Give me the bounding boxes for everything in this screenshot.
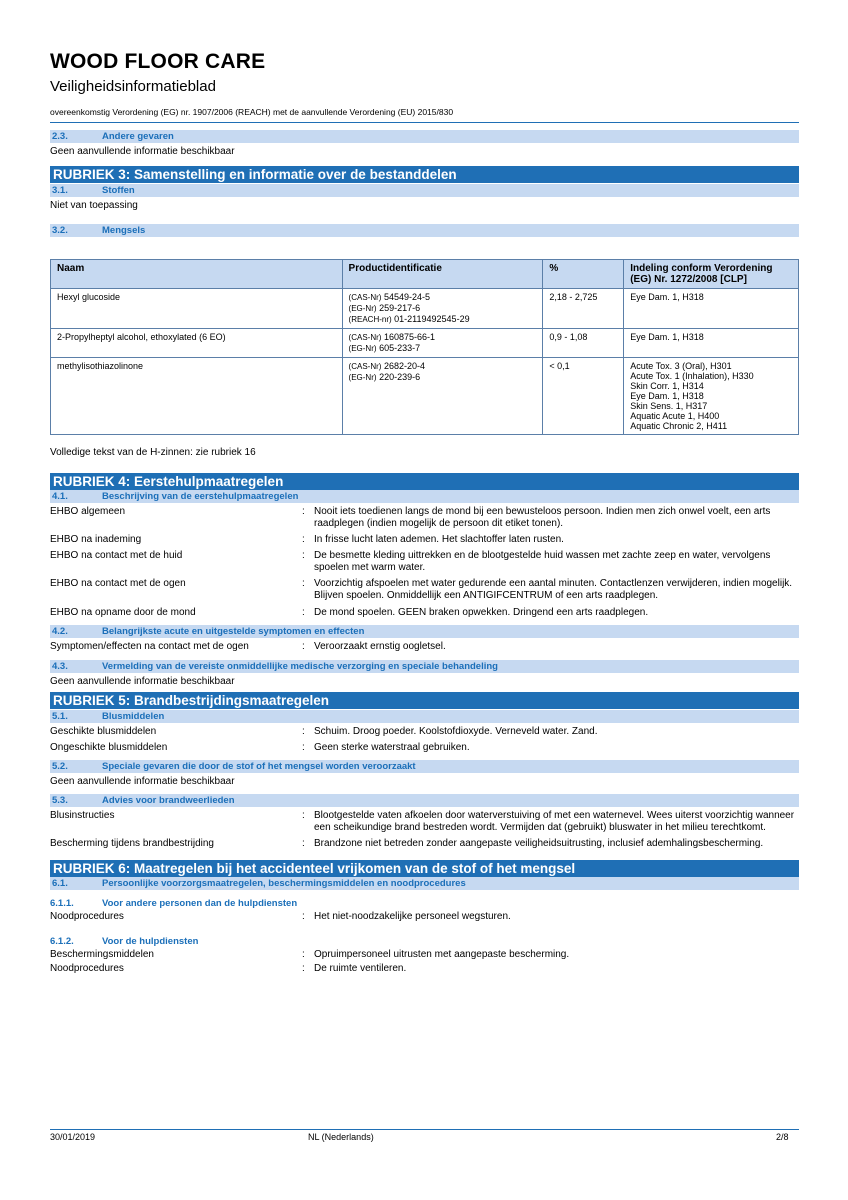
subsection-3-1-text: Niet van toepassing (50, 200, 138, 211)
percentage: < 0,1 (543, 358, 624, 435)
subsection-3-1-header (50, 184, 799, 197)
subsection-number: 5.2. (52, 761, 68, 772)
percentage: 2,18 - 2,725 (543, 289, 624, 329)
column-header-identification: Productidentificatie (342, 260, 543, 289)
column-header-name: Naam (51, 260, 343, 289)
subsection-number: 6.1.1. (50, 898, 74, 909)
product-title: WOOD FLOOR CARE (50, 50, 266, 73)
product-identifiers: (CAS-Nr) 160875-66-1 (EG-Nr) 605-233-7 (342, 329, 543, 358)
emergency-procedures-responders: Noodprocedures : De ruimte ventileren. (50, 963, 407, 974)
subsection-number: 5.3. (52, 795, 68, 806)
subsection-title: Voor de hulpdiensten (102, 936, 199, 947)
subsection-number: 3.1. (52, 185, 68, 196)
section-6-header: RUBRIEK 6: Maatregelen bij het accidenteel vrijkomen van de stof of het mengsel (50, 860, 799, 877)
subsection-4-1-header (50, 490, 799, 503)
subsection-6-1-1-header (50, 897, 799, 910)
first-aid-general: EHBO algemeen : Nooit iets toedienen langs de mond bij een bewusteloos persoon. Indien men zich onwel voelt, een arts raadplegen (indien mogelijk de persoon dit etiket tonen). (50, 506, 771, 529)
suitable-extinguishing-media: Geschikte blusmiddelen : Schuim. Droog poeder. Koolstofdioxyde. Verneveld water. Zand. (50, 726, 598, 737)
table-header-row (51, 260, 799, 289)
subsection-title: Persoonlijke voorzorgsmaatregelen, beschermingsmiddelen en noodprocedures (102, 878, 466, 889)
table-row (51, 289, 799, 329)
subsection-number: 6.1. (52, 878, 68, 889)
product-identifiers: (CAS-Nr) 54549-24-5 (EG-Nr) 259-217-6 (REACH-nr) 01-2119492545-29 (342, 289, 543, 329)
subsection-number: 6.1.2. (50, 936, 74, 947)
subsection-title: Andere gevaren (102, 131, 174, 142)
firefighting-instructions: Blusinstructies : Blootgestelde vaten afkoelen door waterverstuiving of met een waternevel. Wees uiterst voorzichtig wanneer een scheikundige brand bestreden wordt. Vermijden dat (gebruikt) bluswater in het milieu terechtkomt. (50, 810, 795, 833)
firefighting-protection: Bescherming tijdens brandbestrijding : Brandzone niet betreden zonder aangepaste veiligheidsuitrusting, inclusief ademhalingsbescherming. (50, 838, 764, 849)
section-3-header: RUBRIEK 3: Samenstelling en informatie over de bestanddelen (50, 166, 799, 183)
symptoms-eyes: Symptomen/effecten na contact met de ogen : Veroorzaakt ernstig oogletsel. (50, 641, 446, 652)
subsection-title: Mengsels (102, 225, 146, 236)
substance-name: methylisothiazolinone (51, 358, 343, 435)
subsection-title: Advies voor brandweerlieden (102, 795, 235, 806)
subsection-4-3-text: Geen aanvullende informatie beschikbaar (50, 676, 235, 687)
document-content (50, 130, 799, 975)
subsection-4-3-header (50, 660, 799, 673)
clp-classification: Eye Dam. 1, H318 (624, 329, 799, 358)
footer-page-number: 2/8 (776, 1132, 789, 1142)
percentage: 0,9 - 1,08 (543, 329, 624, 358)
subsection-number: 4.1. (52, 491, 68, 502)
subsection-3-2-header (50, 224, 799, 237)
subsection-6-1-2-header (50, 935, 799, 948)
section-4-header: RUBRIEK 4: Eerstehulpmaatregelen (50, 473, 799, 490)
footer-date: 30/01/2019 (50, 1132, 96, 1142)
composition-table (50, 259, 799, 435)
subsection-4-2-header (50, 625, 799, 638)
subsection-number: 2.3. (52, 131, 68, 142)
substance-name: 2-Propylheptyl alcohol, ethoxylated (6 EO) (51, 329, 343, 358)
subsection-title: Speciale gevaren die door de stof of het mengsel worden veroorzaakt (102, 761, 416, 772)
footer-divider (50, 1129, 799, 1130)
clp-classification: Eye Dam. 1, H318 (624, 289, 799, 329)
subsection-number: 4.2. (52, 626, 68, 637)
subsection-2-3-header (50, 130, 799, 143)
subsection-number: 4.3. (52, 661, 68, 672)
column-header-classification: Indeling conform Verordening (EG) Nr. 1272/2008 [CLP] (624, 260, 799, 289)
h-phrases-note: Volledige tekst van de H-zinnen: zie rubriek 16 (50, 447, 256, 458)
column-header-percent: % (543, 260, 624, 289)
subsection-5-2-text: Geen aanvullende informatie beschikbaar (50, 776, 235, 787)
emergency-procedures-non-responders: Noodprocedures : Het niet-noodzakelijke personeel wegsturen. (50, 911, 511, 922)
unsuitable-extinguishing-media: Ongeschikte blusmiddelen : Geen sterke waterstraal gebruiken. (50, 742, 470, 753)
first-aid-skin: EHBO na contact met de huid : De besmette kleding uittrekken en de blootgestelde huid wassen met zachte zeep en water, vervolgens spoelen met warm water. (50, 550, 771, 573)
protective-equipment: Beschermingsmiddelen : Opruimpersoneel uitrusten met aangepaste bescherming. (50, 949, 570, 960)
table-row (51, 358, 799, 435)
subsection-5-2-header (50, 760, 799, 773)
header-divider (50, 122, 799, 123)
table-row (51, 329, 799, 358)
first-aid-ingestion: EHBO na opname door de mond : De mond spoelen. GEEN braken opwekken. Dringend een arts raadplegen. (50, 607, 649, 618)
subsection-5-1-header (50, 710, 799, 723)
subsection-title: Beschrijving van de eerstehulpmaatregelen (102, 491, 299, 502)
subsection-2-3-text: Geen aanvullende informatie beschikbaar (50, 146, 235, 157)
subsection-5-3-header (50, 794, 799, 807)
regulation-line: overeenkomstig Verordening (EG) nr. 1907/2006 (REACH) met de aanvullende Verordening (EU) 2015/830 (50, 107, 454, 117)
section-5-header: RUBRIEK 5: Brandbestrijdingsmaatregelen (50, 692, 799, 709)
clp-classification: Acute Tox. 3 (Oral), H301 Acute Tox. 1 (Inhalation), H330 Skin Corr. 1, H314 Eye Dam. 1, H318 Skin Sens. 1, H317 Aquatic Acute 1, H400 Aquatic Chronic 2, H411 (624, 358, 799, 435)
first-aid-eyes: EHBO na contact met de ogen : Voorzichtig afspoelen met water gedurende een aantal minuten. Contactlenzen verwijderen, indien mogelijk. Blijven spoelen. Onmiddellijk een ANTIGIFCENTRUM of een arts raadplegen. (50, 578, 793, 601)
first-aid-inhalation: EHBO na inademing : In frisse lucht laten ademen. Het slachtoffer laten rusten. (50, 534, 564, 545)
subsection-number: 3.2. (52, 225, 68, 236)
substance-name: Hexyl glucoside (51, 289, 343, 329)
footer-language: NL (Nederlands) (308, 1132, 374, 1142)
subsection-title: Belangrijkste acute en uitgestelde symptomen en effecten (102, 626, 365, 637)
subsection-title: Vermelding van de vereiste onmiddellijke medische verzorging en speciale behandeling (102, 661, 498, 672)
subsection-number: 5.1. (52, 711, 68, 722)
product-identifiers: (CAS-Nr) 2682-20-4 (EG-Nr) 220-239-6 (342, 358, 543, 435)
subsection-title: Voor andere personen dan de hulpdiensten (102, 898, 298, 909)
subsection-title: Stoffen (102, 185, 135, 196)
subsection-6-1-header (50, 877, 799, 890)
document-subtitle: Veiligheidsinformatieblad (50, 78, 216, 95)
subsection-title: Blusmiddelen (102, 711, 165, 722)
